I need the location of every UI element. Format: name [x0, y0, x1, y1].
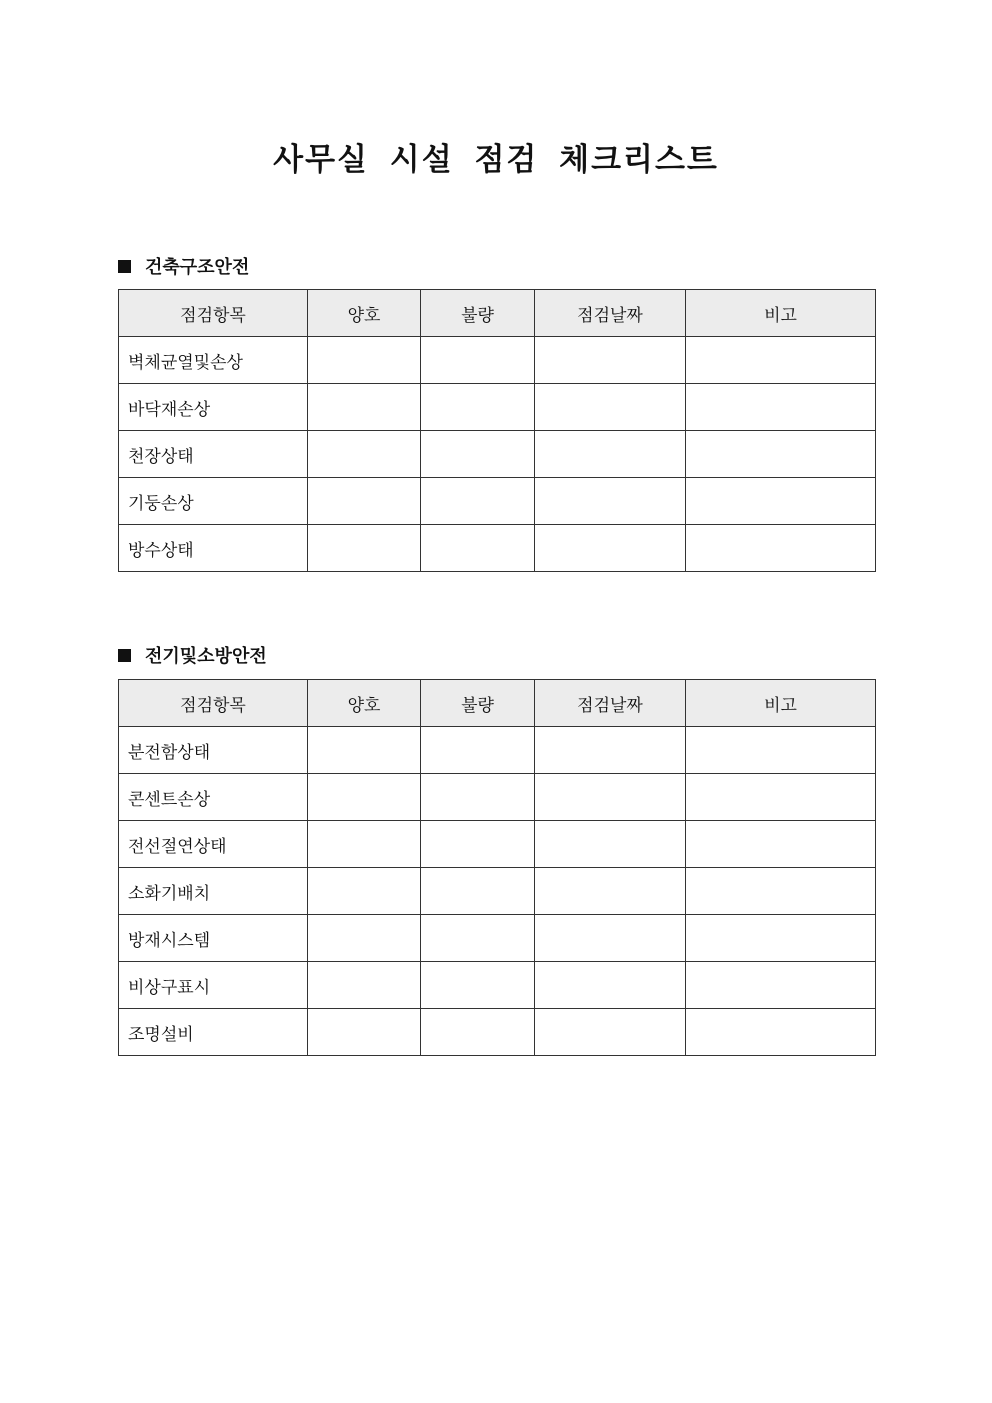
date-cell[interactable]: [535, 915, 686, 962]
column-header-note: 비고: [686, 680, 876, 727]
bad-cell[interactable]: [421, 1009, 535, 1056]
bad-cell[interactable]: [421, 337, 535, 384]
good-cell[interactable]: [308, 774, 421, 821]
table-row: [119, 727, 876, 774]
item-label: 천장상태: [119, 431, 308, 478]
bad-cell[interactable]: [421, 727, 535, 774]
note-cell[interactable]: [686, 868, 876, 915]
good-cell[interactable]: [308, 962, 421, 1009]
column-header-bad: 불량: [421, 290, 535, 337]
bad-cell[interactable]: [421, 525, 535, 572]
date-cell[interactable]: [535, 478, 686, 525]
bad-cell[interactable]: [421, 478, 535, 525]
square-bullet-icon: [118, 649, 131, 662]
bad-cell[interactable]: [421, 431, 535, 478]
table-row: [119, 1009, 876, 1056]
good-cell[interactable]: [308, 431, 421, 478]
document-title: 사무실 시설 점검 체크리스트: [273, 142, 719, 178]
note-cell[interactable]: [686, 1009, 876, 1056]
note-cell[interactable]: [686, 431, 876, 478]
good-cell[interactable]: [308, 478, 421, 525]
item-label: 콘센트손상: [119, 774, 308, 821]
date-cell[interactable]: [535, 525, 686, 572]
bad-cell[interactable]: [421, 915, 535, 962]
column-header-good: 양호: [308, 680, 421, 727]
date-cell[interactable]: [535, 337, 686, 384]
column-header-good: 양호: [308, 290, 421, 337]
column-header-note: 비고: [686, 290, 876, 337]
section-heading-electrical-fire: [118, 642, 267, 668]
table-row: [119, 821, 876, 868]
note-cell[interactable]: [686, 774, 876, 821]
column-header-item: 점검항목: [119, 290, 308, 337]
note-cell[interactable]: [686, 337, 876, 384]
bad-cell[interactable]: [421, 384, 535, 431]
structure-checklist-table: [118, 289, 876, 572]
bad-cell[interactable]: [421, 962, 535, 1009]
section-heading-structure: [118, 253, 249, 279]
table-row: [119, 384, 876, 431]
table-header-row: [119, 680, 876, 727]
date-cell[interactable]: [535, 727, 686, 774]
good-cell[interactable]: [308, 337, 421, 384]
good-cell[interactable]: [308, 1009, 421, 1056]
item-label: 방재시스템: [119, 915, 308, 962]
date-cell[interactable]: [535, 962, 686, 1009]
note-cell[interactable]: [686, 384, 876, 431]
note-cell[interactable]: [686, 727, 876, 774]
item-label: 비상구표시: [119, 962, 308, 1009]
item-label: 기둥손상: [119, 478, 308, 525]
note-cell[interactable]: [686, 478, 876, 525]
good-cell[interactable]: [308, 727, 421, 774]
date-cell[interactable]: [535, 821, 686, 868]
date-cell[interactable]: [535, 868, 686, 915]
table-row: [119, 525, 876, 572]
item-label: 소화기배치: [119, 868, 308, 915]
date-cell[interactable]: [535, 1009, 686, 1056]
table-row: [119, 337, 876, 384]
table-row: [119, 431, 876, 478]
column-header-date: 점검날짜: [535, 290, 686, 337]
bad-cell[interactable]: [421, 868, 535, 915]
date-cell[interactable]: [535, 431, 686, 478]
column-header-bad: 불량: [421, 680, 535, 727]
item-label: 벽체균열및손상: [119, 337, 308, 384]
item-label: 바닥재손상: [119, 384, 308, 431]
square-bullet-icon: [118, 260, 131, 273]
item-label: 방수상태: [119, 525, 308, 572]
item-label: 조명설비: [119, 1009, 308, 1056]
note-cell[interactable]: [686, 962, 876, 1009]
good-cell[interactable]: [308, 384, 421, 431]
note-cell[interactable]: [686, 915, 876, 962]
column-header-item: 점검항목: [119, 680, 308, 727]
table-row: [119, 478, 876, 525]
bad-cell[interactable]: [421, 821, 535, 868]
table-row: [119, 868, 876, 915]
date-cell[interactable]: [535, 384, 686, 431]
bad-cell[interactable]: [421, 774, 535, 821]
table-row: [119, 774, 876, 821]
date-cell[interactable]: [535, 774, 686, 821]
note-cell[interactable]: [686, 821, 876, 868]
table-row: [119, 962, 876, 1009]
good-cell[interactable]: [308, 525, 421, 572]
item-label: 전선절연상태: [119, 821, 308, 868]
item-label: 분전함상태: [119, 727, 308, 774]
table-row: [119, 915, 876, 962]
good-cell[interactable]: [308, 915, 421, 962]
electrical-fire-checklist-table: [118, 679, 876, 1056]
good-cell[interactable]: [308, 821, 421, 868]
section-heading-label: 전기및소방안전: [145, 646, 267, 667]
column-header-date: 점검날짜: [535, 680, 686, 727]
note-cell[interactable]: [686, 525, 876, 572]
section-heading-label: 건축구조안전: [145, 257, 250, 278]
table-header-row: [119, 290, 876, 337]
good-cell[interactable]: [308, 868, 421, 915]
